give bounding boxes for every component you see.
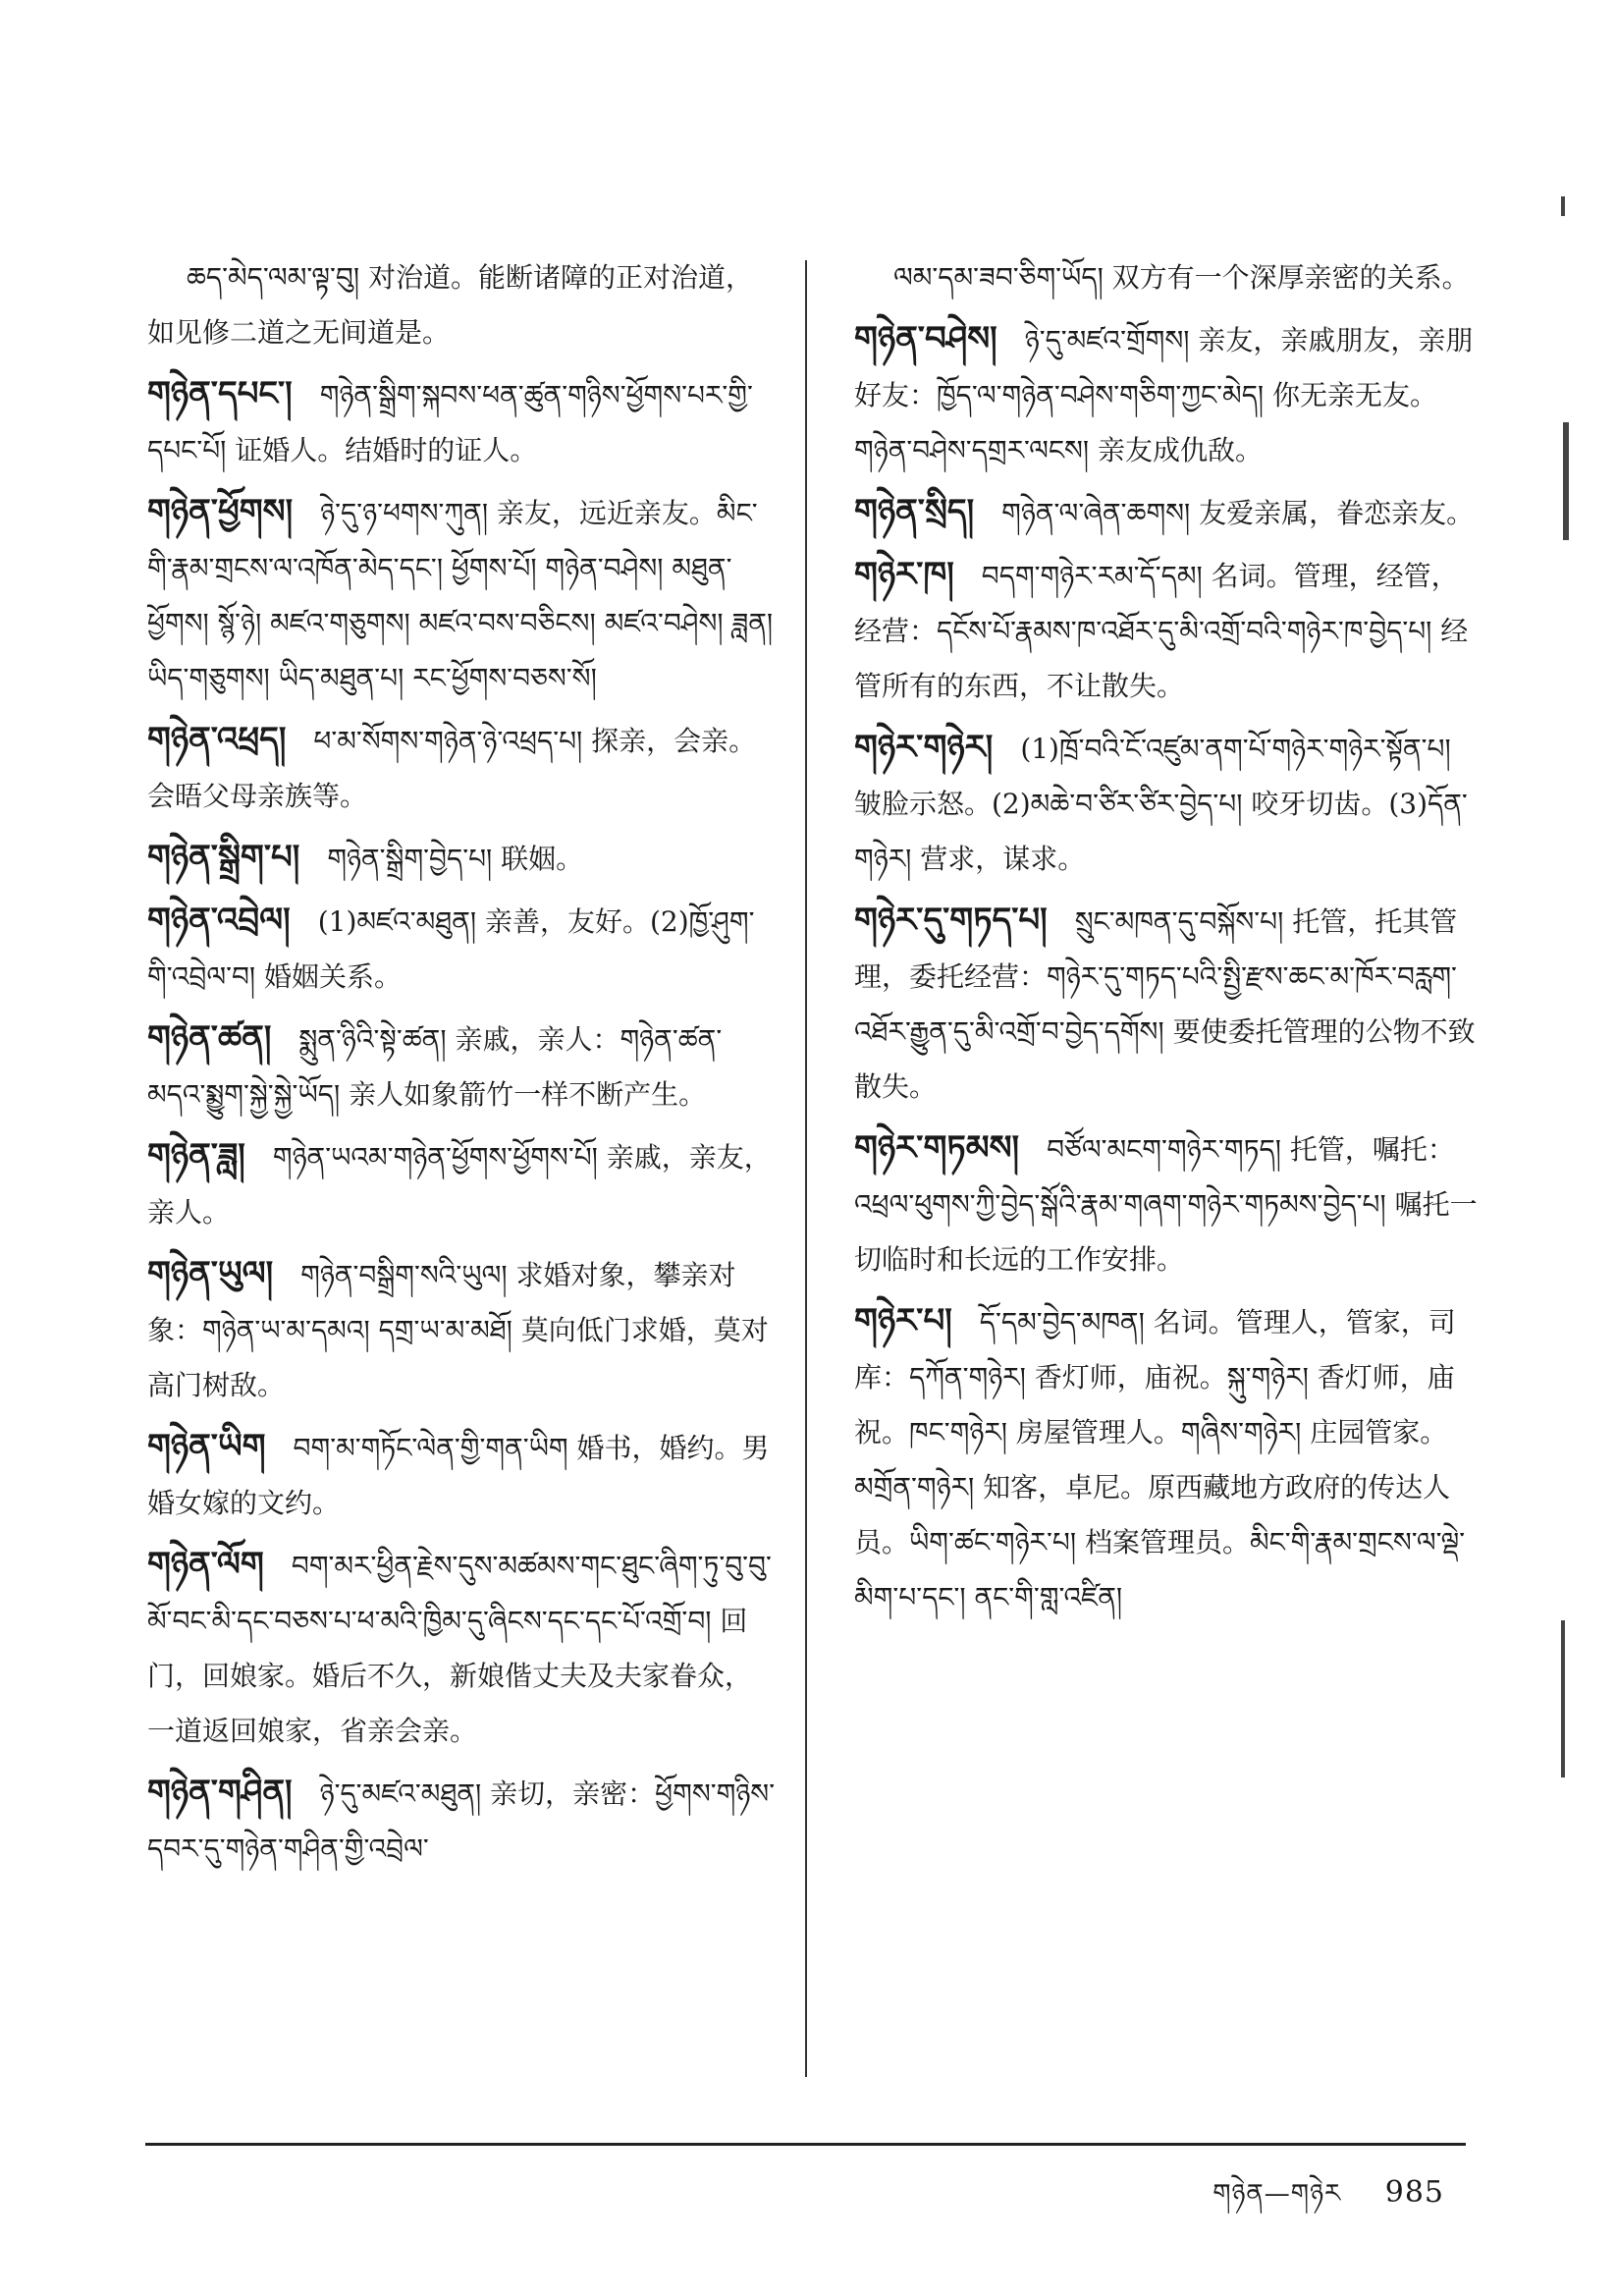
dictionary-entry [854, 1121, 1482, 1287]
headword: གཉེན་གཤིན། [147, 1773, 293, 1812]
definition: ཕ་མ་སོགས་གཉེན་ཉེ་འཕྲད་པ། 探亲，会亲。会晤父母亲族等。 [147, 725, 757, 812]
dictionary-entry [854, 484, 1482, 541]
headword: གཉེན་སྲིད། [854, 492, 975, 531]
headword: གཉེར་པ། [854, 1301, 952, 1340]
dictionary-entry [854, 1293, 1482, 1625]
headword: གཉེན་འབྲེལ། [147, 901, 291, 940]
dictionary-entry [147, 1246, 776, 1413]
headword: གཉེན་བཤེས། [854, 319, 997, 358]
dictionary-entry [147, 484, 776, 706]
definition: གཉེན་ཡའམ་གཉེན་ཕྱོགས་ཕྱོགས་པོ། 亲戚，亲友，亲人。 [147, 1141, 772, 1229]
bottom-rule [145, 2143, 1466, 2146]
dictionary-entry [147, 1128, 776, 1240]
definition: དོ་དམ་བྱེད་མཁན། 名词。管理人，管家，司库：དཀོན་གཉེར། 香灯师，庙祝。སྐུ་གཉེར། 香灯师，庙祝。ཁང་གཉེར། 房屋管理人。གཞིས་གཉེར། 庄园管家。མགྲོན་གཉེར། 知客，卓尼。原西藏地方政府的传达人员。ཡིག་ཚང་གཉེར་པ། 档案管理员。མིང་གི་རྣམ་གྲངས་ལ་ལྡེ་མིག་པ་དང་། ནང་གི་གླ་འཛིན། [854, 1306, 1466, 1613]
dictionary-entry [854, 547, 1482, 714]
scan-mark [1561, 1620, 1565, 1777]
headword: གཉེན་ཟླ། [147, 1136, 245, 1175]
right-column [854, 250, 1482, 1631]
page-number: 985 [1384, 2175, 1444, 2210]
definition: བག་མ་གཏོང་ལེན་གྱི་གན་ཡིག 婚书，婚约。男婚女嫁的文约。 [147, 1432, 770, 1519]
definition: བཙོལ་མངག་གཉེར་གཏད། 托管，嘱托：འཕྲལ་ཕུགས་ཀྱི་བྱེད་སྒོའི་རྣམ་གཞག་གཉེར་གཏམས་བྱེད་པ། 嘱托一切临时和长远的工作安排。 [854, 1133, 1478, 1276]
definition: སྲུང་མཁན་དུ་བསྐོས་པ། 托管，托其管理，委托经营：གཉེར་དུ་གཏད་པའི་སྤྱི་རྫས་ཆང་མ་ཁོར་བརླག་འཐོར་རྒྱུན་དུ་མི་འགྲོ་བ་བྱེད་དགོས། 要使委托管理的公物不致散失。 [854, 905, 1476, 1103]
dictionary-entry: ཆད་མེད་ལམ་ལྟ་བུ། 对治道。能断诸障的正对治道，如见修二道之无间道是。 [147, 261, 753, 349]
headword: གཉེར་གཉེར། [854, 728, 994, 767]
definition: སྨུན་ཉིའི་སྟེ་ཚན། 亲戚，亲人：གཉེན་ཚན་མདའ་སྨྱུག་སྐྱེ་སྐྱེ་ཡོད། 亲人如象箭竹一样不断产生。 [147, 1023, 723, 1111]
column-divider [805, 260, 807, 2077]
page-range: གཉེན—གཉེར [1212, 2179, 1342, 2209]
dictionary-entry [147, 1011, 776, 1122]
definition: ཉེ་དུ་ཉ་ཕགས་ཀུན། 亲友，远近亲友。མིང་གི་རྣམ་གྲངས་ལ་འཁོན་མེད་དང་། ཕྱོགས་པོ། གཉེན་བཤེས། མཐུན་ཕྱོགས། སྙོ་ཉེ། མཛའ་གཅུགས། མཛའ་བས་བཅིངས། མཛའ་བཤེས། ཟླན། ཡིད་གཅུགས། ཡིད་མཐུན་པ། རང་ཕྱོགས་བཅས་སོ། [147, 497, 774, 694]
headword: གཉེན་ཡུལ། [147, 1254, 274, 1293]
dictionary-entry [854, 720, 1482, 887]
dictionary-entry [147, 712, 776, 824]
definition: བདག་གཉེར་རམ་དོ་དམ། 名词。管理，经管，经营：དངོས་པོ་རྣམས་ཁ་འཐོར་དུ་མི་འགྲོ་བའི་གཉེར་ཁ་བྱེད་པ། 经管所有的东西，不让散失。 [854, 560, 1469, 702]
dictionary-entry [147, 366, 776, 478]
headword: གཉེན་སྒྲིག་པ། [147, 838, 300, 877]
scan-mark [1561, 196, 1565, 216]
scan-mark [1563, 422, 1569, 540]
headword: གཉེན་འཕྲད། [147, 720, 287, 759]
page-footer [1212, 2165, 1444, 2237]
headword: གཉེན་ལོག [147, 1545, 264, 1584]
dictionary-entry: ལམ་དམ་ཟབ་ཅིག་ཡོད། 双方有一个深厚亲密的关系。 [893, 261, 1470, 294]
headword: གཉེར་ཁ། [854, 555, 954, 594]
dictionary-entry [147, 1765, 776, 1877]
headword: གཉེན་དཔང་། [147, 374, 293, 413]
definition: གཉེན་ལ་ཞེན་ཆགས། 友爱亲属，眷恋亲友。 [1001, 497, 1475, 529]
definition: ཉེ་དུ་མཛའ་མཐུན། 亲切，亲密：ཕྱོགས་གཉིས་དབར་དུ་གཉེན་གཤིན་གྱི་འབྲེལ་ [147, 1777, 776, 1865]
definition: བག་མར་ཕྱིན་རྗེས་དུས་མཚམས་གང་ཐུང་ཞིག་ཏུ་བུ་བུ་མོ་བང་མི་དང་བཅས་པ་ཕ་མའི་ཁྱིམ་དུ་ཞིངས་དང་དང་པོ་འགྲོ་བ། 回门，回娘家。婚后不久，新娘偕丈夫及夫家眷众，一道返回娘家，省亲会亲。 [147, 1550, 772, 1747]
dictionary-entry [854, 893, 1482, 1115]
dictionary-entry [854, 311, 1482, 478]
headword: གཉེན་ཚན། [147, 1018, 272, 1058]
headword: གཉེར་དུ་གཏད་པ། [854, 901, 1048, 940]
dictionary-entry [147, 893, 776, 1005]
dictionary-entry [147, 1419, 776, 1531]
definition: གཉེན་སྒྲིག་སྐབས་ཕན་ཚུན་གཉིས་ཕྱོགས་པར་གྱི་དཔང་པོ། 证婚人。结婚时的证人。 [147, 379, 753, 466]
definition: (1)ཁྲོ་བའི་ངོ་འཛུམ་ནག་པོ་གཉེར་གཉེར་སྟོན་པ། 皱脸示怒。(2)མཆེ་བ་ཙིར་ཙིར་བྱེད་པ། 咬牙切齿。(3)དོན་གཉེར། 营求，谋求。 [854, 733, 1468, 875]
left-column [147, 250, 776, 1883]
headword: གཉེན་ཡིག [147, 1427, 266, 1466]
headword: གཉེན་ཕྱོགས། [147, 492, 294, 531]
definition: (1)མཛའ་མཐུན། 亲善，友好。(2)ཁྱོ་ཤུག་གི་འབྲེལ་བ། 婚姻关系。 [147, 905, 755, 993]
definition: གཉེན་བསྒྲིག་སའི་ཡུལ། 求婚对象，攀亲对象：གཉེན་ཡ་མ་དམའ། དགྲ་ཡ་མ་མཐོ། 莫向低门求婚，莫对高门树敌。 [147, 1259, 769, 1401]
dictionary-entry [147, 1537, 776, 1759]
headword: གཉེར་གཏམས། [854, 1128, 1020, 1168]
definition: ཉེ་དུ་མཛའ་གྲོགས། 亲友，亲戚朋友，亲朋好友：ཁྱོད་ལ་གཉེན་བཤེས་གཅིག་ཀྱང་མེད། 你无亲无友。གཉེན་བཤེས་དགྲར་ལངས། 亲友成仇敌。 [854, 324, 1474, 466]
dictionary-entry [147, 830, 776, 887]
definition: གཉེན་སྒྲིག་བྱེད་པ། 联姻。 [327, 843, 584, 875]
